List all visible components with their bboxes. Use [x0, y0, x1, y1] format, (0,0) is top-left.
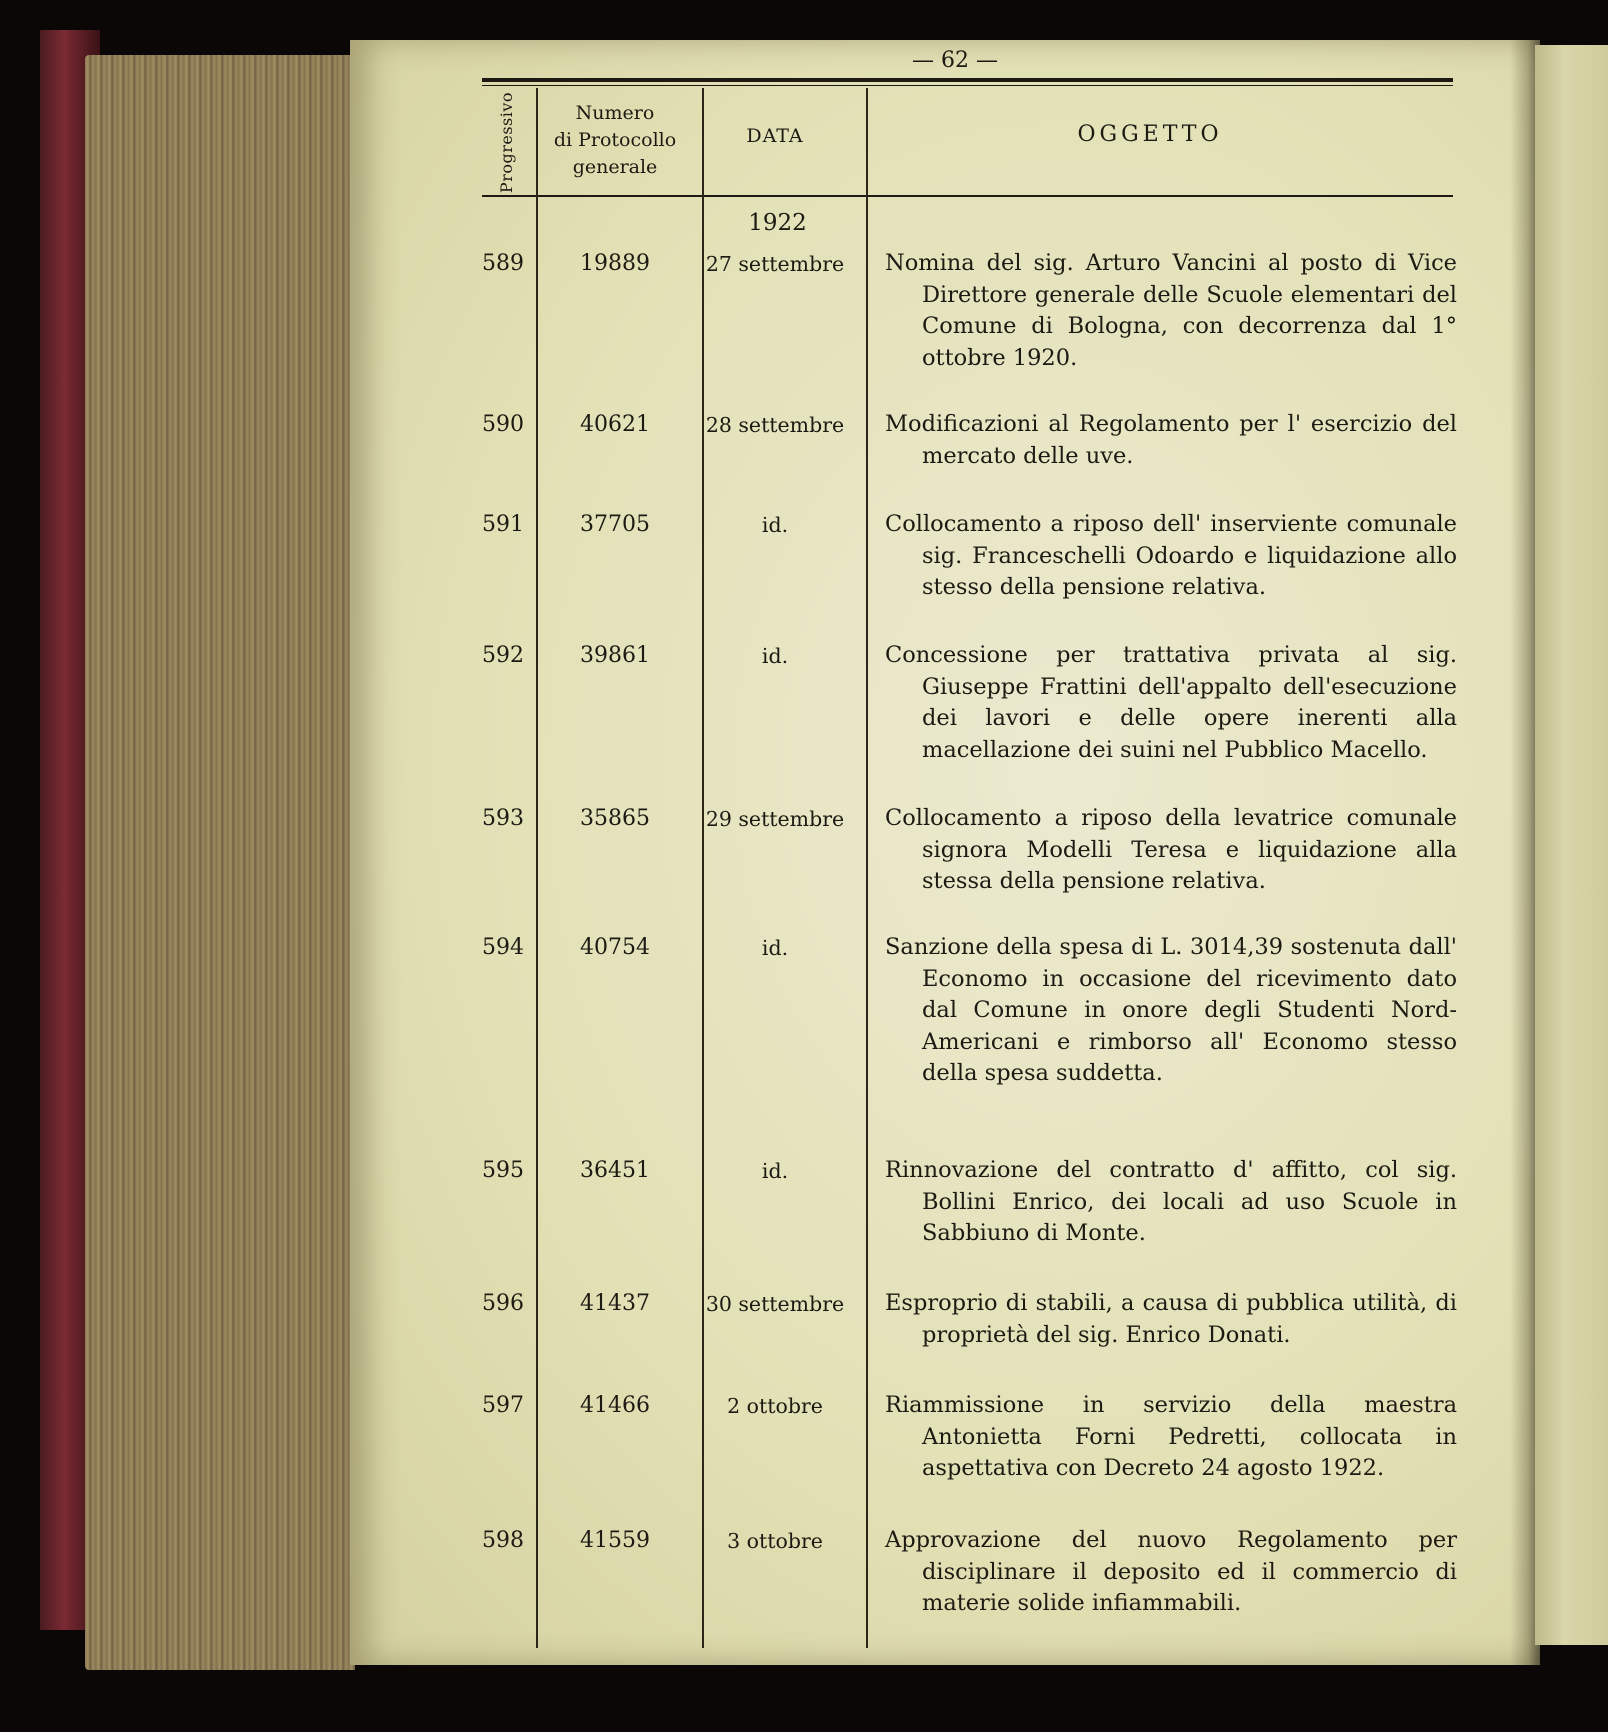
header-rule: [482, 195, 1453, 197]
row-date: id.: [761, 644, 789, 668]
row-protocollo: 35865: [580, 806, 650, 831]
row-oggetto: Riammissione in servizio della maestra Antonietta Forni Pedretti, collocata in aspettativa con Decreto 24 agosto 1922.: [885, 1392, 1457, 1481]
row-protocollo: 40621: [580, 412, 650, 437]
facing-page-edge: [1535, 45, 1608, 1645]
row-progressivo: 594: [482, 935, 524, 960]
top-rule-thin: [482, 85, 1453, 86]
row-protocollo: 41559: [580, 1528, 650, 1553]
document-page: [350, 40, 1540, 1665]
row-protocollo: 41466: [580, 1393, 650, 1418]
header-progressivo: Progressivo: [497, 91, 517, 194]
row-progressivo: 598: [482, 1528, 524, 1553]
row-oggetto: Sanzione della spesa di L. 3014,39 sostenuta dall' Economo in occasione del ricevimento dato dal Comune in onore degli Studenti Nord-Americani e rimborso all' Economo stesso della spesa suddetta.: [885, 934, 1457, 1086]
row-date: id.: [761, 1159, 789, 1183]
page-edges: [85, 55, 355, 1670]
row-protocollo: 37705: [580, 512, 650, 537]
row-oggetto: Approvazione del nuovo Regolamento per disciplinare il deposito ed il commercio di materie solide infiammabili.: [885, 1527, 1457, 1616]
row-protocollo: 39861: [580, 643, 650, 668]
page-number: — 62 —: [912, 48, 998, 73]
row-oggetto: Rinnovazione del contratto d' affitto, col sig. Bollini Enrico, dei locali ad uso Scuole in Sabbiuno di Monte.: [885, 1157, 1457, 1246]
year-heading: 1922: [748, 210, 807, 236]
row-protocollo: 40754: [580, 935, 650, 960]
row-progressivo: 590: [482, 412, 524, 437]
row-protocollo: 36451: [580, 1158, 650, 1183]
row-date: id.: [761, 513, 789, 537]
row-oggetto: Nomina del sig. Arturo Vancini al posto di Vice Direttore generale delle Scuole elementari del Comune di Bologna, con decorrenza dal 1° ottobre 1920.: [885, 250, 1457, 371]
row-progressivo: 597: [482, 1393, 524, 1418]
column-divider-3: [866, 88, 868, 1648]
row-progressivo: 591: [482, 512, 524, 537]
row-protocollo: 41437: [580, 1291, 650, 1316]
row-oggetto: Esproprio di stabili, a causa di pubblica utilità, di proprietà del sig. Enrico Donati.: [885, 1290, 1457, 1348]
row-date: 30 settembre: [705, 1292, 845, 1316]
row-date: 28 settembre: [705, 413, 845, 437]
row-progressivo: 592: [482, 643, 524, 668]
header-oggetto: OGGETTO: [1077, 122, 1223, 147]
row-date: 2 ottobre: [727, 1394, 823, 1418]
row-date: 27 settembre: [705, 252, 845, 276]
row-progressivo: 589: [482, 251, 524, 276]
row-progressivo: 596: [482, 1291, 524, 1316]
top-rule: [482, 78, 1453, 82]
row-protocollo: 19889: [580, 251, 650, 276]
row-oggetto: Collocamento a riposo dell' inserviente comunale sig. Franceschelli Odoardo e liquidazione allo stesso della pensione relativa.: [885, 511, 1457, 600]
row-date: id.: [761, 936, 789, 960]
column-divider-1: [536, 88, 538, 1648]
header-numero: Numero di Protocollo generale: [553, 102, 677, 178]
row-date: 29 settembre: [705, 807, 845, 831]
row-progressivo: 595: [482, 1158, 524, 1183]
row-oggetto: Concessione per trattativa privata al sig. Giuseppe Frattini dell'appalto dell'esecuzione dei lavori e delle opere inerenti alla macellazione dei suini nel Pubblico Macello.: [885, 642, 1457, 763]
header-data: DATA: [746, 125, 804, 147]
row-progressivo: 593: [482, 806, 524, 831]
row-date: 3 ottobre: [727, 1529, 823, 1553]
row-oggetto: Modificazioni al Regolamento per l' esercizio del mercato delle uve.: [885, 411, 1457, 469]
row-oggetto: Collocamento a riposo della levatrice comunale signora Modelli Teresa e liquidazione alla stessa della pensione relativa.: [885, 805, 1457, 894]
